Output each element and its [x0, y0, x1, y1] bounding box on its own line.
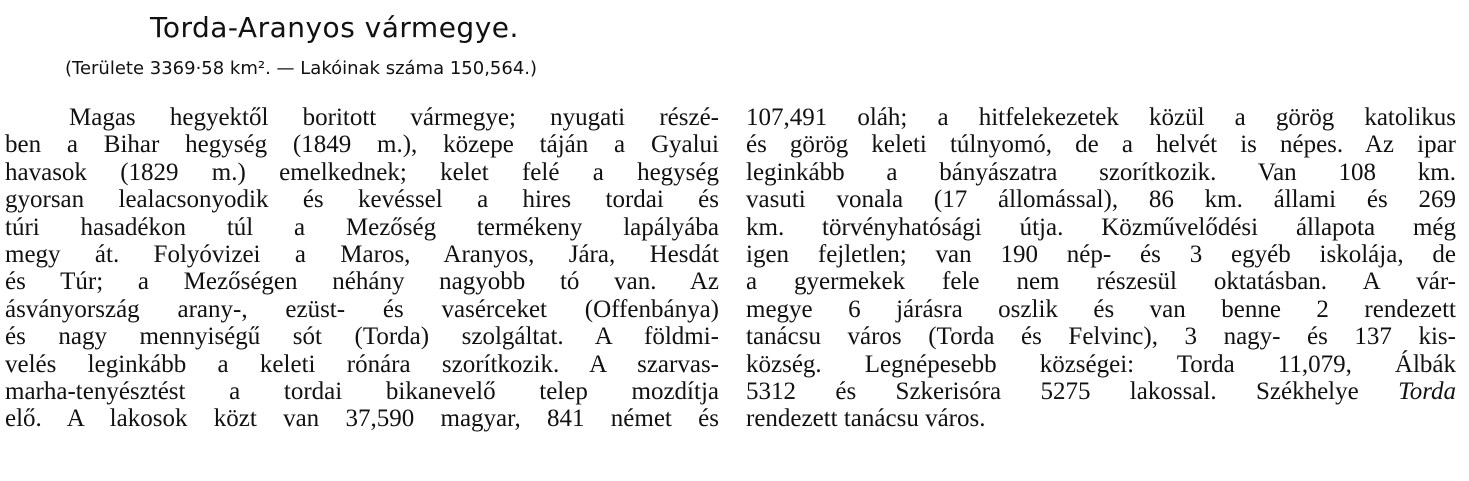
- text-line: marha-tenyésztést a tordai bikanevelő telep mozdítja: [5, 378, 719, 406]
- text-line: Magas hegyektől boritott vármegye; nyugati részé-: [69, 104, 719, 131]
- page-title: Torda-Aranyos vármegye.: [150, 11, 519, 44]
- text-line: [746, 378, 1456, 405]
- text-line: túri hasadékon túl a Mezőség termékeny lapályába: [5, 213, 719, 241]
- seat-name: Torda: [1398, 378, 1457, 406]
- text-line: és görög keleti túlnyomó, de a helvét is népes. Az ipar: [746, 131, 1456, 159]
- text-line: rendezett tanácsu város.: [746, 405, 986, 433]
- text-line: a gyermekek fele nem részesül oktatásban. A vár-: [746, 268, 1456, 296]
- right-text-column: [746, 104, 1456, 433]
- text-line: megy át. Folyóvizei a Maros, Aranyos, Jára, Hesdát: [5, 241, 719, 269]
- text-line: és nagy mennyiségű sót (Torda) szolgáltat. A földmi-: [5, 323, 719, 351]
- text-line: km. törvényhatósági útja. Közművelődési állapota még: [746, 213, 1456, 241]
- text-line: megye 6 járásra oszlik és van benne 2 rendezett: [746, 295, 1456, 323]
- text-line: és Túr; a Mezőségen néhány nagyobb tó van. Az: [5, 268, 719, 296]
- text-line: 107,491 oláh; a hitfelekezetek közül a görög katolikus: [746, 104, 1456, 131]
- text-line: gyorsan lealacsonyodik és kevéssel a hires tordai és: [5, 186, 719, 214]
- text-line: ben a Bihar hegység (1849 m.), közepe táján a Gyalui: [5, 131, 719, 159]
- text-line: elő. A lakosok közt van 37,590 magyar, 841 német és: [5, 405, 719, 433]
- left-text-column: [5, 104, 719, 433]
- text-line: vasuti vonala (17 állomással), 86 km. állami és 269: [746, 186, 1456, 214]
- text-line: leginkább a bányászatra szorítkozik. Van 108 km.: [746, 158, 1456, 186]
- text-line: havasok (1829 m.) emelkednek; kelet felé a hegység: [5, 158, 719, 186]
- text-line: velés leginkább a keleti rónára szorítkozik. A szarvas-: [5, 350, 719, 378]
- text-line: község. Legnépesebb községei: Torda 11,079, Álbák: [746, 350, 1456, 378]
- page-subtitle: (Területe 3369·58 km². — Lakóinak száma 150,564.): [65, 58, 538, 79]
- text-line: ásványország arany-, ezüst- és vasérceket (Offenbánya): [5, 295, 719, 323]
- text-line: igen fejletlen; van 190 nép- és 3 egyéb iskolája, de: [746, 241, 1456, 269]
- text-fragment: 5312 és Szkerisóra 5275 lakossal. Székhelye: [746, 378, 1359, 406]
- text-line: tanácsu város (Torda és Felvinc), 3 nagy- és 137 kis-: [746, 323, 1456, 351]
